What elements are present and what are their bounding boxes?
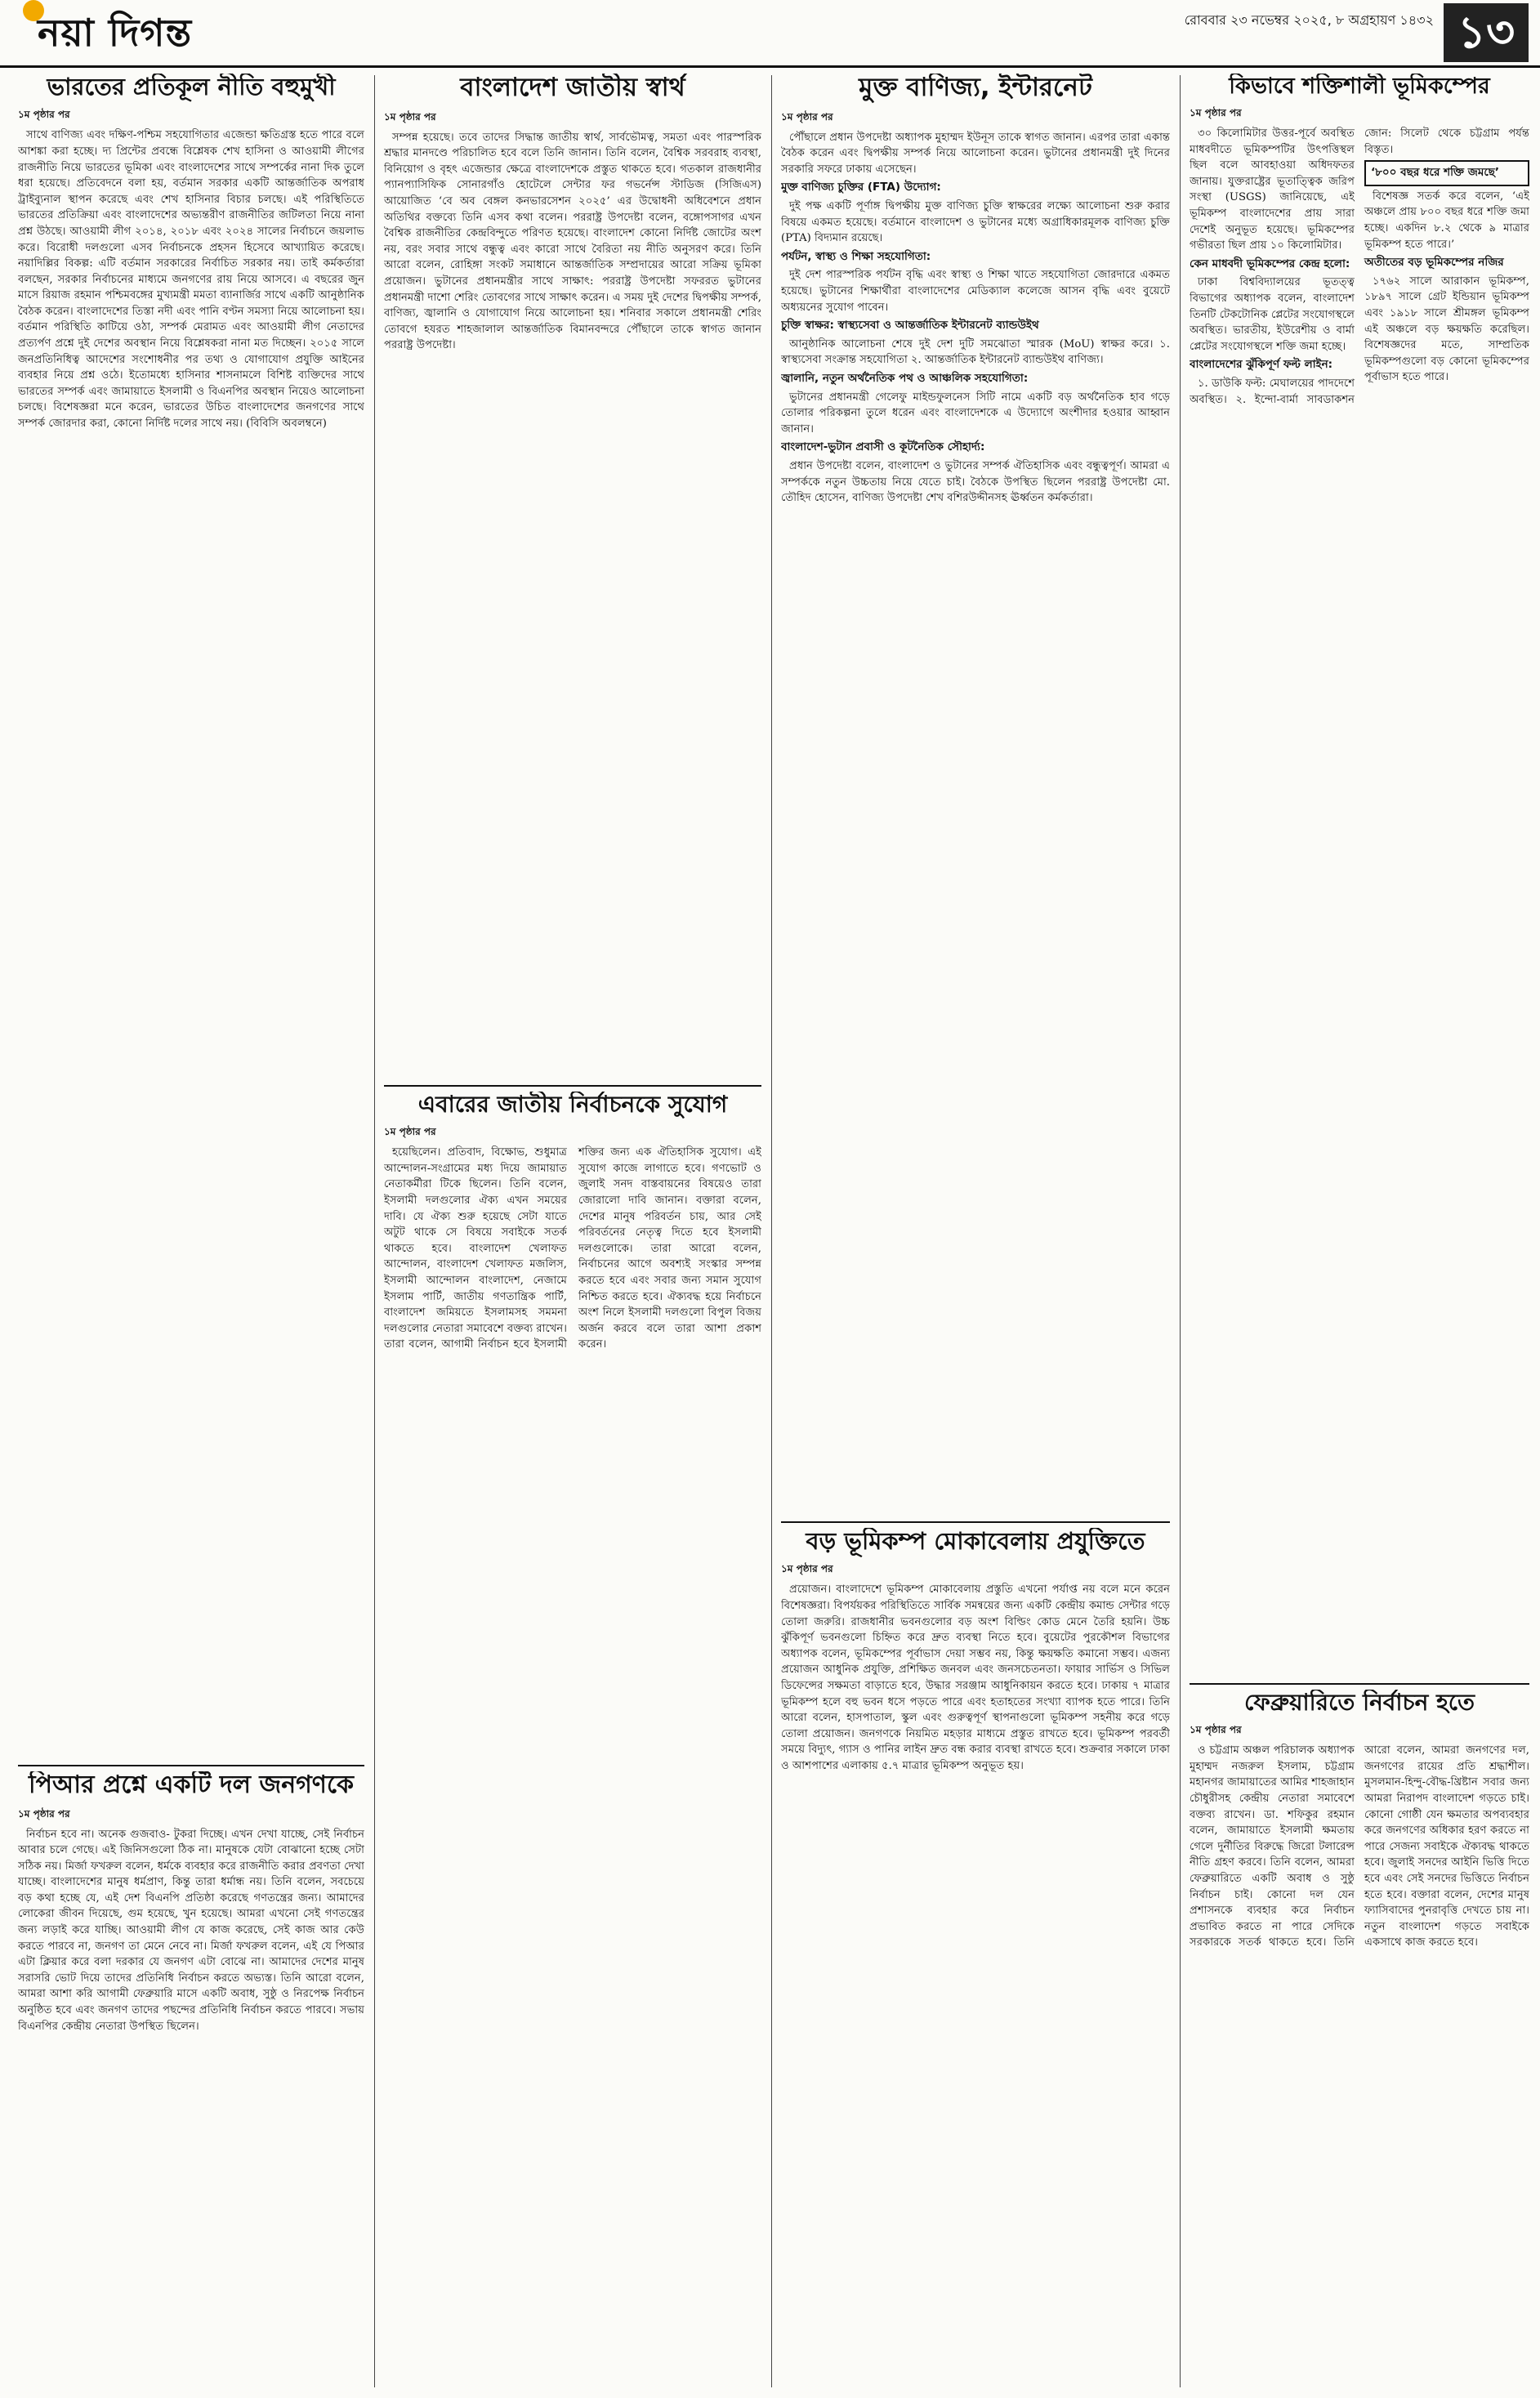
article-body (1190, 1743, 1529, 1952)
continuation-label: ১ম পৃষ্ঠার পর (781, 110, 833, 123)
continuation-label: ১ম পৃষ্ঠার পর (384, 110, 436, 123)
paragraph: দুই পক্ষ একটি পূর্ণাঙ্গ দ্বিপক্ষীয় মুক্ত বাণিজ্য চুক্তি স্বাক্ষরের লক্ষ্যে আলোচনা শুরু করার বিষয়ে একমত হয়েছে। বর্তমানে বাংলাদেশ ও ভুটানের মধ্যে অগ্রাধিকারমূলক বাণিজ্য চুক্তি (PTA) বিদ্যমান রয়েছে। (781, 200, 1170, 245)
paragraph: সাথে বাণিজ্য এবং দক্ষিণ-পশ্চিম সহযোগিতার এজেন্ডা ক্ষতিগ্রস্ত হতে পারে বলে আশঙ্কা করা হচ্ছে। দ্য প্রিন্টের প্রবন্ধে বিশ্লেষক শেখ হাসিনা ও আওয়ামী লীগের রাজনীতি নিয়ে ভারতের ভূমিকা এবং বাংলাদেশের সাথে সম্পর্কের নানা দিক তুলে ধরা হয়েছে। প্রতিবেদনে বলা হয়, বর্তমান সরকার একটি আন্তর্জাতিক অপরাধ ট্রাইব্যুনাল স্থাপন করেছে এবং শেখ হাসিনার বিচার চলছে। এই পরিস্থিতিতে ভারতের প্রতিক্রিয়া এবং বাংলাদেশের অভ্যন্তরীণ রাজনীতির জটিলতা নিয়ে নানা প্রশ্ন উঠছে। আওয়ামী লীগ ২০১৪, ২০১৮ এবং ২০২৪ সালের নির্বাচনে জয়লাভ করে। বিরোধী দলগুলো এসব নির্বাচনকে প্রহসন হিসেবে আখ্যায়িত করেছে। নয়াদিল্লির বিকল্প: এটি বর্তমান সরকারের নির্বাচিত সরকার নয়। তাই কর্মকর্তারা বলছেন, সরকার নির্বাচনের মাধ্যমে জনগণের রায় নিয়ে আসবে। এ বছরের জুন মাসে রিয়াজ রহমান পশ্চিমবঙ্গের মুখ্যমন্ত্রী মমতা ব্যানার্জির সাথে একটি আনুষ্ঠানিক বৈঠক করেন। বাংলাদেশের তিস্তা নদী এবং পানি বণ্টন সমস্যা নিয়ে আলোচনা হয়। বর্তমান পরিস্থিতি কাটিয়ে ওঠা, সম্পর্ক মেরামত এবং আওয়ামী লীগ নেতাদের প্রত্যর্পণ প্রশ্নে দুই দেশের অবস্থান নিয়ে বিশ্লেষকরা নানা মত দিচ্ছেন। ২০১৫ সালে জনপ্রতিনিধিত্ব আদেশের সংশোধনীর পর তথ্য ও যোগাযোগ প্রযুক্তি আইনের ব্যবহার নিয়ে প্রশ্ন ওঠে। ইতোমধ্যে হাসিনার শাসনামলে বিশিষ্ট ব্যক্তিদের সাথে ভারতের সম্পর্ক এবং জামায়াতে ইসলামী ও বিএনপির অবস্থান নিয়েও আলোচনা চলছে। বিশেষজ্ঞরা মনে করেন, ভারতের উচিত বাংলাদেশের জনগণের সাথে সম্পর্ক জোরদার করা, কোনো নির্দিষ্ট দলের সাথে নয়। (বিবিসি অবলম্বনে) (18, 129, 364, 431)
headline: কিভাবে শক্তিশালী ভূমিকম্পের (1229, 74, 1490, 99)
article-earthquake-technology (781, 1528, 1170, 2386)
article-body (384, 1145, 761, 1354)
article-national-election (384, 1092, 761, 2387)
subheading: চুক্তি স্বাক্ষর: স্বাস্থ্যসেবা ও আন্তর্জাতিক ইন্টারনেট ব্যান্ডউইথ (781, 319, 1039, 333)
paragraph: প্রয়োজন। বাংলাদেশে ভূমিকম্প মোকাবেলায় প্রস্তুতি এখনো পর্যাপ্ত নয় বলে মনে করেন বিশেষজ্ঞরা। বিপর্যয়কর পরিস্থিতিতে সার্বিক সমন্বয়ের জন্য একটি কেন্দ্রীয় কমান্ড সেন্টার গড়ে তোলা জরুরি। রাজধানীর ভবনগুলোর বড় অংশ বিল্ডিং কোড মেনে তৈরি হয়নি। উচ্চ ঝুঁকিপূর্ণ ভবনগুলো চিহ্নিত করে দ্রুত ব্যবস্থা নিতে হবে। বুয়েটের পুরকৌশল বিভাগের অধ্যাপক বলেন, ভূমিকম্পের পূর্বাভাস দেয়া সম্ভব নয়, কিন্তু ক্ষয়ক্ষতি কমানো সম্ভব। এজন্য প্রয়োজন আধুনিক প্রযুক্তি, প্রশিক্ষিত জনবল এবং জনসচেতনতা। ফায়ার সার্ভিস ও সিভিল ডিফেন্সের সক্ষমতা বাড়াতে হবে, উদ্ধার সরঞ্জাম আধুনিকায়ন করতে হবে। ঢাকায় ৭ মাত্রার ভূমিকম্প হলে বহু ভবন ধসে পড়তে পারে এবং হতাহতের সংখ্যা ব্যাপক হতে পারে। তিনি আরো বলেন, হাসপাতাল, স্কুল এবং গুরুত্বপূর্ণ স্থাপনাগুলো ভূমিকম্প সহনীয় করে গড়ে তোলা প্রয়োজন। জনগণকে নিয়মিত মহড়ার মাধ্যমে প্রস্তুত রাখতে হবে। ভূমিকম্প পরবর্তী সময়ে বিদ্যুৎ, গ্যাস ও পানির লাইন দ্রুত বন্ধ করার ব্যবস্থা রাখতে হবে। শুক্রবার সকালে ঢাকা ও আশপাশের এলাকায় ৫.৭ মাত্রার ভূমিকম্প অনুভূত হয়। (781, 1583, 1170, 1772)
headline: পিআর প্রশ্নে একটি দল জনগণকে (29, 1771, 354, 1799)
paragraph: ভুটানের প্রধানমন্ত্রী গেলেফু মাইন্ডফুলনেস সিটি নামে একটি বড় অর্থনৈতিক হাব গড়ে তোলার পরিকল্পনা তুলে ধরেন এবং বাংলাদেশকে এ উদ্যোগে অংশীদার হওয়ার আহ্বান জানান। (781, 391, 1170, 435)
paragraph: হয়েছিলেন। প্রতিবাদ, বিক্ষোভ, শুধুমাত্র আন্দোলন-সংগ্রামের মধ্য দিয়ে জামায়াত নেতাকর্মীরা টিকে ছিলেন। তিনি বলেন, ইসলামী দলগুলোর ঐক্য এখন সময়ের দাবি। যে ঐক্য শুরু হয়েছে সেটা যাতে অটুট থাকে সে বিষয়ে সবাইকে সতর্ক থাকতে হবে। বাংলাদেশ খেলাফত আন্দোলন, বাংলাদেশ খেলাফত মজলিস, ইসলামী আন্দোলন বাংলাদেশ, নেজামে ইসলাম পার্টি, জাতীয় গণতান্ত্রিক পার্টি, বাংলাদেশ জমিয়তে ইসলামসহ সমমনা দলগুলোর নেতারা সমাবেশে বক্তব্য রাখেন। তারা বলেন, আগামী নির্বাচন হবে ইসলামী শক্তির জন্য এক ঐতিহাসিক সুযোগ। এই সুযোগ কাজে লাগাতে হবে। গণভোট ও জুলাই সনদ বাস্তবায়নের বিষয়েও তারা জোরালো দাবি জানান। বক্তারা বলেন, দেশের মানুষ পরিবর্তন চায়, আর সেই পরিবর্তনের নেতৃত্ব দিতে হবে ইসলামী দলগুলোকে। তারা আরো বলেন, নির্বাচনের আগে অবশ্যই সংস্কার সম্পন্ন করতে হবে এবং সবার জন্য সমান সুযোগ নিশ্চিত করতে হবে। ঐক্যবদ্ধ হয়ে নির্বাচনে অংশ নিলে ইসলামী দলগুলো বিপুল বিজয় অর্জন করবে বলে তারা আশা প্রকাশ করেন। (384, 1146, 761, 1351)
article-body (384, 130, 761, 354)
subheading: কেন মাধবদী ভূমিকম্পের কেন্দ্র হলো: (1190, 257, 1350, 270)
paragraph: দুই দেশ পারস্পরিক পর্যটন বৃদ্ধি এবং স্বাস্থ্য ও শিক্ষা খাতে সহযোগিতা জোরদারে একমত হয়েছে। ভুটানের শিক্ষার্থীরা বাংলাদেশের মেডিক্যাল কলেজে আসন বৃদ্ধি এবং বুয়েটে অধ্যয়নের সুযোগ পাবেন। (781, 269, 1170, 314)
dateline: রোববার ২৩ নভেম্বর ২০২৫, ৮ অগ্রহায়ণ ১৪৩২ (1184, 12, 1434, 28)
subheading: অতীতের বড় ভূমিকম্পের নজির (1364, 256, 1504, 270)
subheading: বাংলাদেশের ঝুঁকিপূর্ণ ফল্ট লাইন: (1190, 358, 1333, 372)
column-divider (771, 75, 772, 2387)
subheading: মুক্ত বাণিজ্য চুক্তির (FTA) উদ্যোগ: (781, 181, 941, 194)
headline: বাংলাদেশ জাতীয় স্বার্থ (460, 74, 685, 102)
continuation-label: ১ম পৃষ্ঠার পর (1190, 107, 1242, 119)
article-body (18, 127, 364, 431)
article-body (18, 1827, 364, 2035)
section-rule (1190, 1683, 1529, 1685)
headline: বড় ভূমিকম্প মোকাবেলায় প্রযুক্তিতে (806, 1528, 1145, 1555)
page-number: ১৩ (1444, 3, 1529, 62)
continuation-label: ১ম পৃষ্ঠার পর (384, 1126, 436, 1138)
article-body (781, 130, 1170, 507)
paragraph: বিশেষজ্ঞ সতর্ক করে বলেন, ‘এই অঞ্চলে প্রায় ৮০০ বছর ধরে শক্তি জমা হচ্ছে। একদিন ৮.২ থেকে ৯ মাত্রার ভূমিকম্প হতে পারে।’ (1364, 190, 1529, 251)
paragraph: প্রধান উপদেষ্টা বলেন, বাংলাদেশ ও ভুটানের সম্পর্ক ঐতিহাসিক এবং বন্ধুত্বপূর্ণ। আমরা এ সম্পর্ককে নতুন উচ্চতায় নিয়ে যেতে চাই। বৈঠকে উপস্থিত ছিলেন পররাষ্ট্র উপদেষ্টা মো. তৌহিদ হোসেন, বাণিজ্য উপদেষ্টা শেখ বশিরউদ্দীনসহ ঊর্ধ্বতন কর্মকর্তারা। (781, 459, 1170, 505)
column-divider (1180, 75, 1181, 2387)
article-strong-earthquake (1190, 74, 1529, 1679)
article-free-trade-internet (781, 74, 1170, 1512)
headline: মুক্ত বাণিজ্য, ইন্টারনেট (859, 74, 1092, 102)
headline: ভারতের প্রতিকূল নীতি বহুমুখী (47, 74, 336, 100)
masthead (0, 0, 1540, 68)
paragraph: পৌঁছালে প্রধান উপদেষ্টা অধ্যাপক মুহাম্মদ ইউনূস তাকে স্বাগত জানান। এরপর তারা একান্ত বৈঠক করেন এবং দ্বিপক্ষীয় সম্পর্ক নিয়ে আলোচনা করেন। ভুটানের প্রধানমন্ত্রী দুই দিনের সরকারি সফরে ঢাকায় এসেছেন। (781, 131, 1170, 176)
paragraph: ও চট্টগ্রাম অঞ্চল পরিচালক অধ্যাপক মুহাম্মদ নজরুল ইসলাম, চট্টগ্রাম মহানগর জামায়াতের আমির শাহজাহান চৌধুরীসহ কেন্দ্রীয় নেতারা সমাবেশে বক্তব্য রাখেন। ডা. শফিকুর রহমান বলেন, জামায়াতে ইসলামী ক্ষমতায় গেলে দুর্নীতির বিরুদ্ধে জিরো টলারেন্স নীতি গ্রহণ করবে। তিনি বলেন, আমরা ফেব্রুয়ারিতে একটি অবাধ ও সুষ্ঠু নির্বাচন চাই। কোনো দল যেন প্রশাসনকে ব্যবহার করে নির্বাচন প্রভাবিত করতে না পারে সেদিকে সরকারকে সতর্ক থাকতে হবে। তিনি আরো বলেন, আমরা জনগণের দল, জনগণের রায়ের প্রতি শ্রদ্ধাশীল। মুসলমান-হিন্দু-বৌদ্ধ-খ্রিষ্টান সবার জন্য আমরা নিরাপদ বাংলাদেশ গড়তে চাই। কোনো গোষ্ঠী যেন ক্ষমতার অপব্যবহার করে জনগণের অধিকার হরণ করতে না পারে সেজন্য সবাইকে ঐক্যবদ্ধ থাকতে হবে। জুলাই সনদের আইনি ভিত্তি দিতে হবে এবং সেই সনদের ভিত্তিতে নির্বাচন হতে হবে। বক্তারা বলেন, দেশের মানুষ ফ্যাসিবাদের পুনরাবৃত্তি দেখতে চায় না। নতুন বাংলাদেশ গড়তে সবাইকে একসাথে কাজ করতে হবে। (1190, 1744, 1529, 1949)
subheading: পর্যটন, স্বাস্থ্য ও শিক্ষা সহযোগিতা: (781, 249, 931, 263)
article-india-policy (18, 74, 364, 1757)
section-rule (384, 1085, 761, 1087)
subheading: জ্বালানি, নতুন অর্থনৈতিক পথ ও আঞ্চলিক সহযোগিতা: (781, 371, 1029, 385)
headline: ফেব্রুয়ারিতে নির্বাচন হতে (1243, 1690, 1475, 1716)
logo-text: নয়া দিগন্ত (38, 11, 193, 55)
paragraph: সম্পন্ন হয়েছে। তবে তাদের সিদ্ধান্ত জাতীয় স্বার্থ, সার্বভৌমত্ব, সমতা এবং পারস্পরিক শ্রদ্ধার মানদণ্ডে পরিচালিত হবে বলে তিনি জানান। তিনি বলেন, বৈশ্বিক সরবরাহ ব্যবস্থা, বিনিয়োগ ও বৃহৎ এজেন্ডার ক্ষেত্রে বাংলাদেশকে প্রস্তুত থাকতে হবে। গতকাল রাজধানীর প্যানপ্যাসিফিক সোনারগাঁও হোটেলে সেন্টার ফর গভর্নেন্স স্টাডিজ (সিজিএস) আয়োজিত ‘বে অব বেঙ্গল কনভারসেশন ২০২৫’ এর উদ্বোধনী অধিবেশনে প্রধান অতিথির বক্তব্যে তিনি এসব কথা বলেন। পররাষ্ট্র উপদেষ্টা বলেন, বঙ্গোপসাগর এখন বৈশ্বিক রাজনীতির কেন্দ্রবিন্দুতে পরিণত হয়েছে। বাংলাদেশ কোনো নির্দিষ্ট জোটের অংশ নয়, বরং সবার সাথে বন্ধুত্ব এবং কারো সাথে বৈরিতা নয় নীতি অনুসরণ করে। তিনি আরো বলেন, রোহিঙ্গা সংকট সমাধানে আন্তর্জাতিক সম্প্রদায়ের আরো সক্রিয় ভূমিকা প্রয়োজন। ভুটানের প্রধানমন্ত্রীর সাথে সাক্ষাৎ: পররাষ্ট্র উপদেষ্টা সফররত ভুটানের প্রধানমন্ত্রী দাশো শেরিং তোবগের সাথে সাক্ষাৎ করেন। এ সময় দুই দেশের দ্বিপক্ষীয় সম্পর্ক, বাণিজ্য, জ্বালানি ও যোগাযোগ নিয়ে আলোচনা হয়। শনিবার সকালে প্রধানমন্ত্রী শেরিং তোবগে হযরত শাহজালাল আন্তর্জাতিক বিমানবন্দরে পৌঁছালে তাকে স্বাগত জানান পররাষ্ট্র উপদেষ্টা। (384, 131, 761, 352)
article-national-interest (384, 74, 761, 1078)
continuation-label: ১ম পৃষ্ঠার পর (18, 1807, 70, 1820)
continuation-label: ১ম পৃষ্ঠার পর (18, 109, 70, 121)
subheading-box: ‘৮০০ বছর ধরে শক্তি জমছে’ (1364, 160, 1529, 186)
paragraph: ৩০ কিলোমিটার উত্তর-পূর্বে অবস্থিত মাধবদীতে ভূমিকম্পটির উৎপত্তিস্থল ছিল বলে আবহাওয়া অধিদফতর জানায়। যুক্তরাষ্ট্রের ভূতাত্ত্বিক জরিপ সংস্থা (USGS) জানিয়েছে, এই ভূমিকম্প বাংলাদেশের প্রায় সারা দেশেই অনুভূত হয়েছে। ভূমিকম্পের গভীরতা ছিল প্রায় ১০ কিলোমিটার। (1190, 127, 1355, 252)
newspaper-logo (23, 5, 192, 67)
paragraph: নির্বাচন হবে না। অনেক গুজবাও- টুকরা দিচ্ছে। এখন দেখা যাচ্ছে, সেই নির্বাচন আবার চলে গেছে। এই জিনিসগুলো ঠিক না। মানুষকে যেটা বোঝানো হচ্ছে সেটা সঠিক নয়। মির্জা ফখরুল বলেন, ধর্মকে ব্যবহার করে রাজনীতি করার প্রবণতা দেখা যাচ্ছে। বাংলাদেশের মানুষ ধর্মপ্রাণ, কিন্তু তারা ধর্মান্ধ নয়। তিনি বলেন, সবচেয়ে বড় কথা হচ্ছে যে, এই দেশ বিএনপি প্রতিষ্ঠা করেছে গণতন্ত্রের জন্য। আমাদের লোকেরা জীবন দিয়েছে, গুম হয়েছে, খুন হয়েছে। আমরা এখনো সেই গণতন্ত্রের জন্য লড়াই করে যাচ্ছি। আওয়ামী লীগ যে কাজ করেছে, সেই কাজ আর কেউ করতে পারবে না, জনগণ তা মেনে নেবে না। মির্জা ফখরুল বলেন, এই যে পিআর এটা ক্লিয়ার করে বলা দরকার যে জনগণ এটা বোঝে না। আমাদের দেশের মানুষ সরাসরি ভোট দিয়ে তাদের প্রতিনিধি নির্বাচন করতে অভ্যস্ত। তিনি আরো বলেন, আমরা আশা করি আগামী ফেব্রুয়ারি মাসে একটি অবাধ, সুষ্ঠু ও নিরপেক্ষ নির্বাচন অনুষ্ঠিত হবে এবং জনগণ তাদের পছন্দের প্রতিনিধি নির্বাচন করতে পারবে। সভায় বিএনপির কেন্দ্রীয় নেতারা উপস্থিত ছিলেন। (18, 1828, 364, 2033)
headline: এবারের জাতীয় নির্বাচনকে সুযোগ (417, 1092, 728, 1118)
column-divider (374, 75, 375, 2387)
article-pr-question (18, 1771, 364, 2384)
subheading: বাংলাদেশ-ভুটান প্রবাসী ও কূটনৈতিক সৌহার্দ্য: (781, 440, 985, 454)
paragraph: ১. ডাউকি ফল্ট: মেঘালয়ের পাদদেশে অবস্থিত। ২. ইন্দো-বার্মা সাবডাকশন জোন: সিলেট থেকে চট্টগ্রাম পর্যন্ত বিস্তৃত। (1190, 127, 1529, 406)
paragraph: ঢাকা বিশ্ববিদ্যালয়ের ভূতত্ত্ব বিভাগের অধ্যাপক বলেন, বাংলাদেশ তিনটি টেকটোনিক প্লেটের সংযোগস্থলে অবস্থিত। ভারতীয়, ইউরেশীয় ও বার্মা প্লেটের সংযোগস্থলে শক্তি জমা হচ্ছে। (1190, 276, 1355, 353)
section-rule (18, 1765, 364, 1766)
article-body (781, 1582, 1170, 1774)
article-february-election (1190, 1690, 1529, 2386)
paragraph: ১৭৬২ সালে আরাকান ভূমিকম্প, ১৮৯৭ সালে গ্রেট ইন্ডিয়ান ভূমিকম্প এবং ১৯১৮ সালে শ্রীমঙ্গল ভূমিকম্প এই অঞ্চলে বড় ক্ষয়ক্ষতি করেছিল। বিশেষজ্ঞদের মতে, সাম্প্রতিক ভূমিকম্পগুলো বড় কোনো ভূমিকম্পের পূর্বাভাস হতে পারে। (1364, 275, 1529, 384)
section-rule (781, 1521, 1170, 1523)
paragraph: আনুষ্ঠানিক আলোচনা শেষে দুই দেশ দুটি সমঝোতা স্মারক (MoU) স্বাক্ষর করে। ১. স্বাস্থ্যসেবা সংক্রান্ত সহযোগিতা ২. আন্তর্জাতিক ইন্টারনেট ব্যান্ডউইথ বাণিজ্য। (781, 337, 1170, 367)
continuation-label: ১ম পৃষ্ঠার পর (781, 1563, 833, 1575)
continuation-label: ১ম পৃষ্ঠার পর (1190, 1724, 1242, 1736)
article-body (1190, 126, 1529, 408)
